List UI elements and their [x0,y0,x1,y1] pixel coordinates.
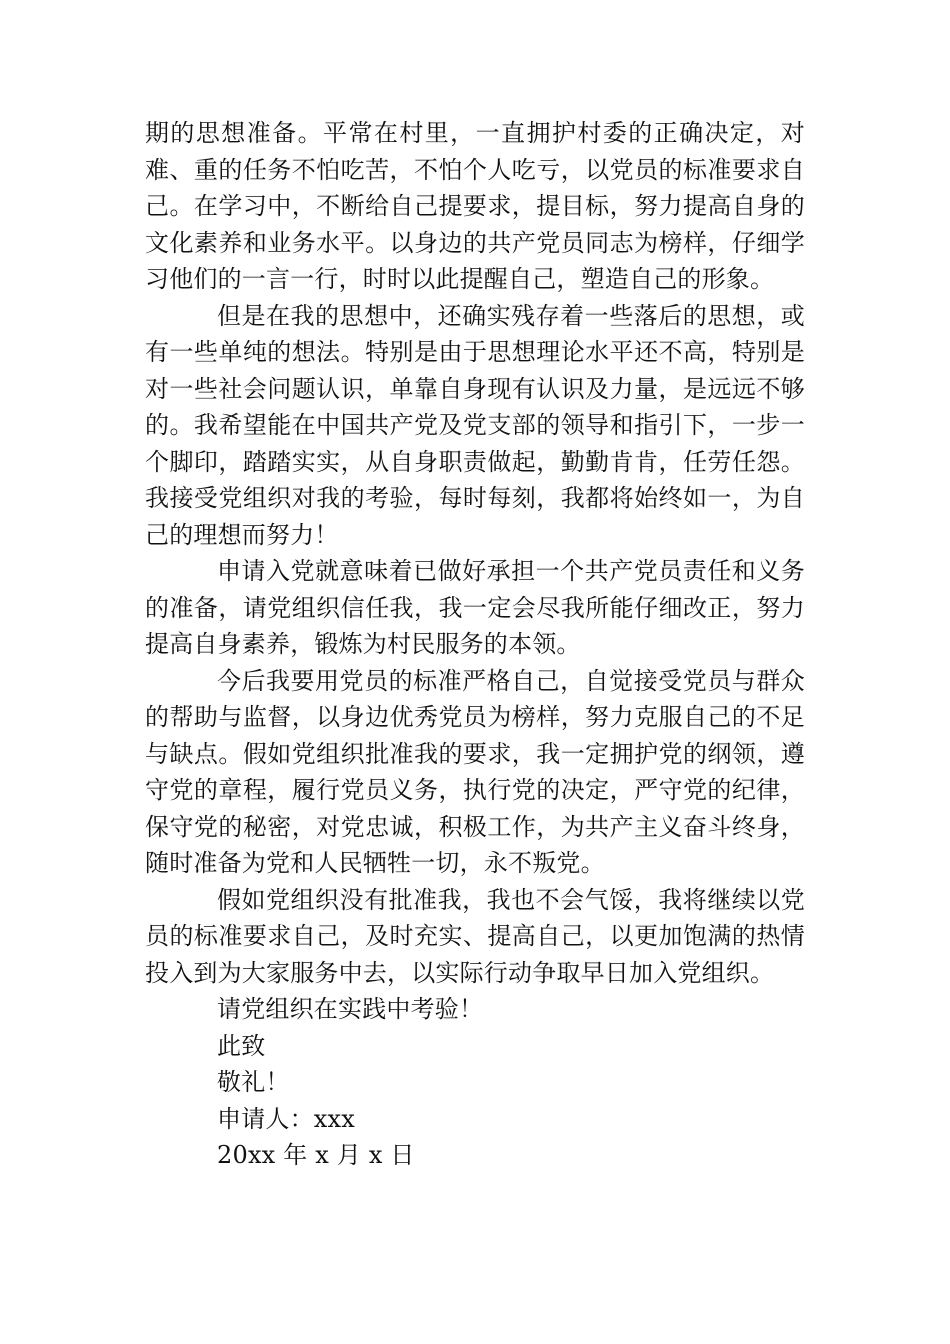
paragraph-1: 期的思想准备。平常在村里，一直拥护村委的正确决定，对难、重的任务不怕吃苦，不怕个人吃亏，以党员的标准要求自己。在学习中，不断给自己提要求，提目标，努力提高自身的文化素养和业务水平。以身边的共产党员同志为榜样，仔细学习他们的一言一行，时时以此提醒自己，塑造自己的形象。 [145,119,805,293]
letter-body [145,115,805,1174]
closing-salutation: 此致 [217,1031,266,1060]
applicant-signature: 申请人：xxx [217,1104,356,1133]
paragraph-5: 假如党组织没有批准我，我也不会气馁，我将继续以党员的标准要求自己，及时充实、提高自己，以更加饱满的热情投入到为大家服务中去，以实际行动争取早日加入党组织。 [145,885,805,987]
paragraph-4: 今后我要用党员的标准严格自己，自觉接受党员与群众的帮助与监督，以身边优秀党员为榜样，努力克服自己的不足与缺点。假如党组织批准我的要求，我一定拥护党的纲领，遵守党的章程，履行党员义务，执行党的决定，严守党的纪律，保守党的秘密，对党忠诚，积极工作，为共产主义奋斗终身，随时准备为党和人民牺牲一切，永不叛党。 [145,666,805,877]
closing-regards: 敬礼！ [217,1068,290,1096]
closing-request: 请党组织在实践中考验！ [217,995,484,1023]
paragraph-2: 但是在我的思想中，还确实残存着一些落后的思想，或有一些单纯的想法。特别是由于思想理论水平还不高，特别是对一些社会问题认识，单靠自身现有认识及力量，是远远不够的。我希望能在中国共产党及党支部的领导和指引下，一步一个脚印，踏踏实实，从自身职责做起，勤勤肯肯，任劳任怨。我接受党组织对我的考验，每时每刻，我都将始终如一，为自己的理想而努力！ [145,301,805,549]
paragraph-3: 申请入党就意味着已做好承担一个共产党员责任和义务的准备，请党组织信任我，我一定会尽我所能仔细改正，努力提高自身素养，锻炼为村民服务的本领。 [145,557,805,658]
application-date: 20xx 年 x 月 x 日 [217,1141,415,1169]
